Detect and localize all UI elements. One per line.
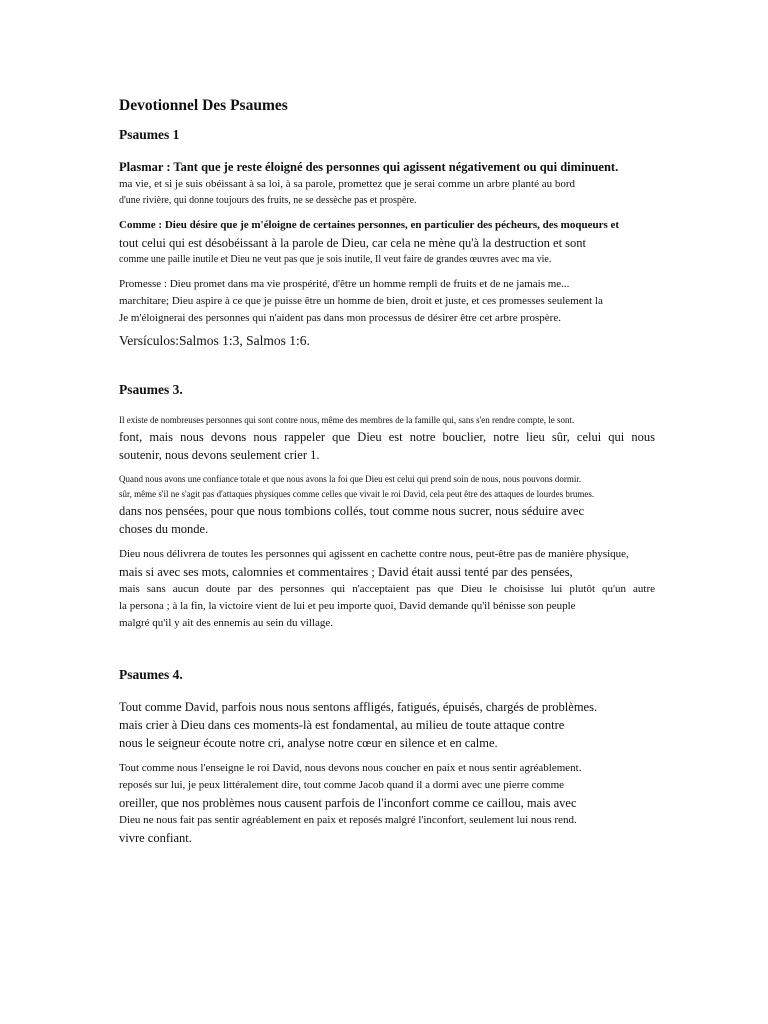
- paragraph-line: dans nos pensées, pour que nous tombions collés, tout comme nous sucrer, nous séduire avec: [119, 504, 585, 518]
- paragraph-line: Dieu nous délivrera de toutes les personnes qui agissent en cachette contre nous, peut-être pas de manière physique,: [119, 548, 629, 560]
- paragraph-line: la persona ; à la fin, la victoire vient de lui et peu importe quoi, David demande qu'il bénisse son peuple: [119, 600, 576, 612]
- document-title: Devotionnel Des Psaumes: [119, 97, 288, 114]
- paragraph-line: ma vie, et si je suis obéissant à sa loi, à sa parole, promettez que je serai comme un arbre planté au bord: [119, 178, 576, 190]
- paragraph-line: comme une paille inutile et Dieu ne veut pas que je sois inutile, Il veut faire de grandes œuvres avec ma vie.: [119, 254, 552, 265]
- paragraph-plasmar: [119, 158, 719, 209]
- paragraph-line: oreiller, que nos problèmes nous causent parfois de l'inconfort comme ce caillou, mais avec: [119, 796, 577, 810]
- section-heading: Psaumes 1: [119, 127, 180, 142]
- paragraph-line: vivre confiant.: [119, 831, 192, 845]
- paragraph-line: sûr, même s'il ne s'agit pas d'attaques physiques comme celles que vivait le roi David, cela peut être des attaques de lourdes brumes.: [119, 489, 595, 499]
- section-heading: Psaumes 3.: [119, 382, 183, 397]
- paragraph-comme: [119, 217, 719, 268]
- paragraph-line: Tout comme nous l'enseigne le roi David, nous devons nous coucher en paix et nous sentir agréablement.: [119, 762, 582, 774]
- section-psaumes-4: [119, 666, 719, 847]
- paragraph-line: reposés sur lui, je peux littéralement dire, tout comme Jacob quand il a dormi avec une pierre comme: [119, 779, 565, 791]
- paragraph-line: tout celui qui est désobéissant à la parole de Dieu, car cela ne mène qu'à la destruction et sont: [119, 236, 587, 250]
- versiculos-reference: Versículos:Salmos 1:3, Salmos 1:6.: [119, 333, 310, 348]
- paragraph-line: Il existe de nombreuses personnes qui sont contre nous, même des membres de la famille qui, sans s'en rendre compte, le sont.: [119, 415, 575, 425]
- section-psaumes-1: [119, 126, 719, 351]
- paragraph-line: Dieu ne nous fait pas sentir agréablement en paix et reposés malgré l'inconfort, seulement lui nous rend.: [119, 814, 577, 826]
- paragraph-promesse: [119, 276, 719, 327]
- paragraph-line: mais sans aucun doute par des personnes qui n'acceptaient pas que Dieu le choisisse lui plutôt qu'un autre: [119, 583, 655, 595]
- paragraph-2: [119, 760, 719, 847]
- paragraph-line: soutenir, nous devons seulement crier 1.: [119, 448, 320, 462]
- paragraph-line: marchitare; Dieu aspire à ce que je puisse être un homme de bien, droit et juste, et ces promesses seulement la: [119, 295, 603, 307]
- paragraph-line: Plasmar : Tant que je reste éloigné des personnes qui agissent négativement ou qui diminuent.: [119, 160, 619, 174]
- paragraph-2: [119, 472, 719, 538]
- paragraph-1: [119, 413, 719, 464]
- paragraph-line: d'une rivière, qui donne toujours des fruits, ne se dessèche pas et prospère.: [119, 195, 417, 206]
- paragraph-line: mais si avec ses mots, calomnies et commentaires ; David était aussi tenté par des pensées,: [119, 565, 573, 579]
- paragraph-line: Comme : Dieu désire que je m'éloigne de certaines personnes, en particulier des pécheurs, des moqueurs et: [119, 219, 620, 231]
- paragraph-line: Tout comme David, parfois nous nous sentons affligés, fatigués, épuisés, chargés de problèmes.: [119, 700, 598, 714]
- document-page: [119, 96, 719, 847]
- paragraph-line: Je m'éloignerai des personnes qui n'aident pas dans mon processus de désirer être cet arbre prospère.: [119, 312, 561, 324]
- paragraph-line: malgré qu'il y ait des ennemis au sein du village.: [119, 617, 333, 629]
- paragraph-line: nous le seigneur écoute notre cri, analyse notre cœur en silence et en calme.: [119, 736, 498, 750]
- paragraph-line: Promesse : Dieu promet dans ma vie prospérité, d'être un homme rempli de fruits et de ne jamais me...: [119, 278, 570, 290]
- paragraph-line: choses du monde.: [119, 522, 209, 536]
- section-psaumes-3: [119, 381, 719, 632]
- paragraph-line: Quand nous avons une confiance totale et que nous avons la foi que Dieu est celui qui prend soin de nous, nous pouvons dormir.: [119, 474, 582, 484]
- paragraph-line: font, mais nous devons nous rappeler que Dieu est notre bouclier, notre lieu sûr, celui qui nous: [119, 430, 655, 444]
- section-heading: Psaumes 4.: [119, 667, 183, 682]
- paragraph-3: [119, 546, 719, 632]
- paragraph-line: mais crier à Dieu dans ces moments-là est fondamental, au milieu de toute attaque contre: [119, 718, 565, 732]
- paragraph-1: [119, 698, 719, 752]
